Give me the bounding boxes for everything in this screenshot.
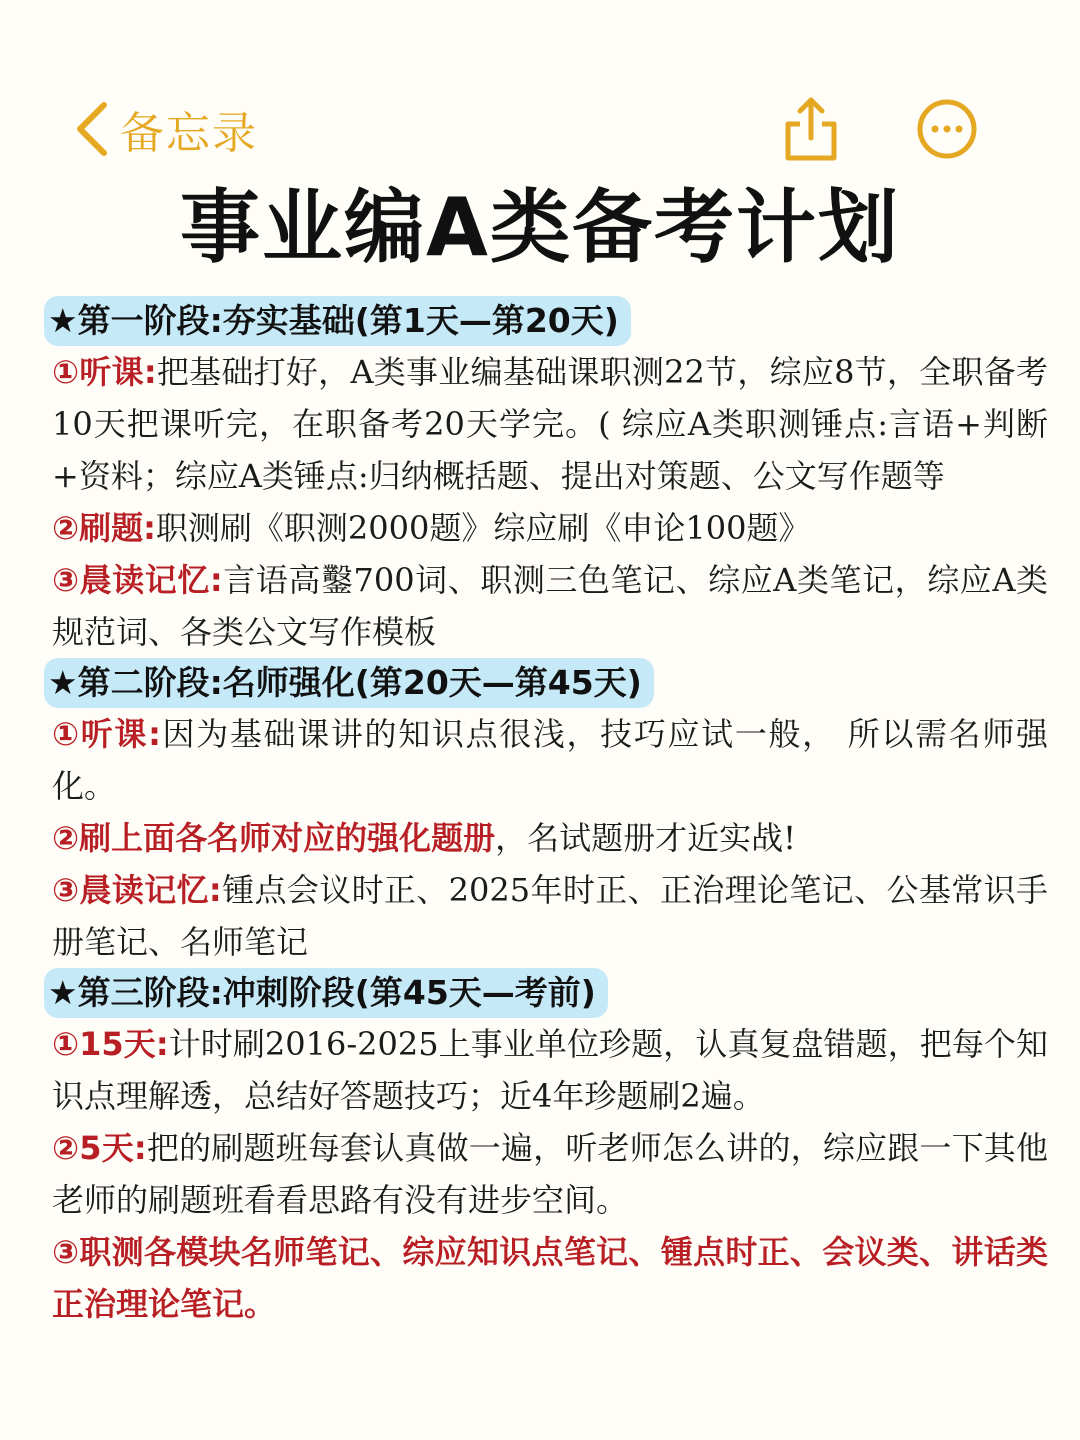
more-button[interactable] <box>916 98 978 160</box>
item-text: ③职测各模块名师笔记、综应知识点笔记、锺点时正、会议类、讲话类正治理论笔记。 <box>52 1233 1048 1323</box>
item-label: ③晨读记忆: <box>52 561 223 599</box>
stage2-item-1 <box>52 708 1048 812</box>
share-icon <box>782 96 840 162</box>
item-label: ③晨读记忆: <box>52 871 222 909</box>
more-icon <box>916 98 978 160</box>
share-button[interactable] <box>782 96 840 162</box>
chevron-left-icon <box>72 99 112 159</box>
note-content <box>48 296 1048 1330</box>
item-text: 因为基础课讲的知识点很浅，技巧应试一般， 所以需名师强化。 <box>52 715 1048 805</box>
navigation-bar <box>0 0 1080 170</box>
stage2-item-3 <box>52 864 1048 968</box>
stage3-item-1 <box>52 1018 1048 1122</box>
stage1-item-1 <box>52 346 1048 502</box>
page-title: 事业编A类备考计划 <box>180 181 900 274</box>
item-label: ②刷上面各名师对应的强化题册 <box>52 819 496 857</box>
item-text: 把基础打好，A类事业编基础课职测22节，综应8节，全职备考10天把课听完，在职备考20天学完。( 综应A类职测锤点:言语+判断+资料；综应A类锤点:归纳概括题、提出对策题、公文写作题等 <box>52 353 1048 495</box>
back-label: 备忘录 <box>120 108 258 159</box>
item-text: 锺点会议时正、2025年时正、正治理论笔记、公基常识手册笔记、名师笔记 <box>52 871 1048 961</box>
item-text: 职测刷《职测2000题》综应刷《申论100题》 <box>155 509 811 547</box>
item-text: 言语高鑿700词、职测三色笔记、综应A类笔记，综应A类规范词、各类公文写作模板 <box>52 561 1048 651</box>
item-label: ①听课: <box>52 353 157 391</box>
item-label: ①15天: <box>52 1025 169 1063</box>
item-text: ，名试题册才近实战! <box>495 819 796 857</box>
stage1-item-2 <box>52 502 1048 554</box>
stage3-header: ★第三阶段:冲刺阶段(第45天—考前) <box>44 968 608 1018</box>
stage2-header: ★第二阶段:名师强化(第20天—第45天) <box>44 658 654 708</box>
stage3-item-2 <box>52 1122 1048 1226</box>
back-button[interactable] <box>72 98 258 160</box>
stage1-item-3 <box>52 554 1048 658</box>
item-label: ①听课: <box>52 715 161 753</box>
item-text: 计时刷2016-2025上事业单位珍题，认真复盘错题，把每个知识点理解透，总结好答题技巧；近4年珍题刷2遍。 <box>52 1025 1048 1115</box>
stage3-item-3 <box>52 1226 1048 1330</box>
item-text: 把的刷题班每套认真做一遍，听老师怎么讲的，综应跟一下其他老师的刷题班看看思路有没有进步空间。 <box>52 1129 1048 1219</box>
item-label: ②刷题: <box>52 509 156 547</box>
stage2-item-2 <box>52 812 1048 864</box>
stage1-header: ★第一阶段:夯实基础(第1天—第20天) <box>44 296 631 346</box>
item-label: ②5天: <box>52 1129 147 1167</box>
